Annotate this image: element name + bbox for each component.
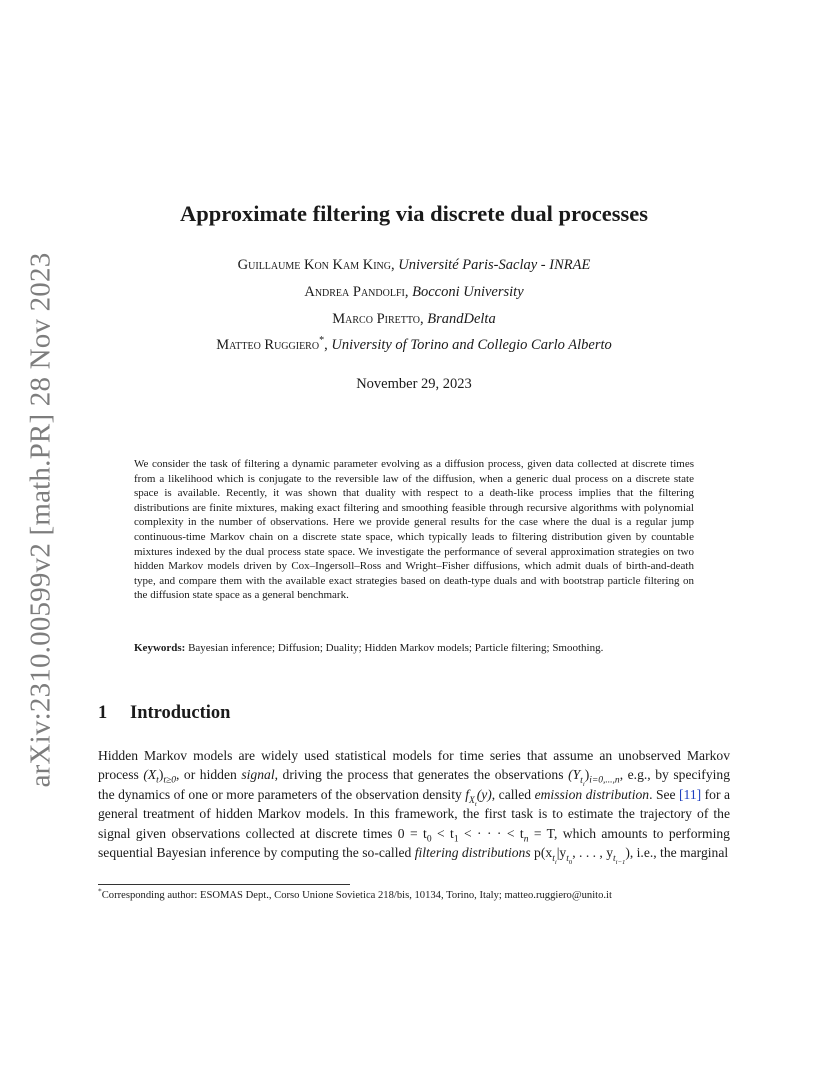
math-run: 0 [568, 858, 573, 866]
footnote-mark: * [98, 886, 102, 896]
math-run: t [156, 775, 159, 786]
citation-link[interactable]: [11] [679, 786, 702, 802]
math-run: 0 [426, 834, 432, 845]
abstract: We consider the task of filtering a dynamic parameter evolving as a diffusion process, given data collected at discrete times from a likelihood which is conjugate to the reversible law of the diffusion, when a generic dual process on a discrete state space is available. Recently, it was shown that duality with respect to a death-like process implies that the filtering distributions are finite mixtures, making exact filtering and smoothing feasible through recursive algorithms with polynomial complexity in the number of observations. Here we provide general results for the case where the dual is a regular jump continuous-time Markov chain on a discrete state space, which typically leads to filtering distribution given by countable mixtures indexed by the dual process state space. We investigate the performance of several approximation strategies on two hidden Markov models driven by Cox–Ingersoll–Ross and Wright–Fisher diffusions, which admit duals of birth-and-death type, and compare them with the available exact strategies based on death-type duals and with bootstrap particle filtering on the diffusion state space as a general benchmark. [134, 458, 694, 602]
footnote [98, 886, 730, 903]
body-text-run: for a general treatment of hidden Markov models. In this framework, the first task is to estimate the trajectory of the signal given observations collected at discrete times 0 = t [98, 786, 730, 841]
emphasis-filtering: filtering distributions [414, 844, 531, 860]
math-run: t [613, 853, 616, 864]
body-text-run: , . . . , y [572, 844, 613, 860]
emphasis-signal: signal [241, 767, 275, 783]
math-run: t [552, 853, 555, 864]
math-run: t [580, 775, 583, 786]
body-text-run: , e.g., by specifying the dynamics of one or more parameters of the observation density [98, 767, 730, 802]
author-line: Marco Piretto, BrandDelta [332, 311, 496, 327]
math-run: ) [158, 767, 164, 783]
corresponding-mark: * [319, 335, 325, 347]
body-text-run: p(x [530, 844, 553, 860]
math-run: (X [143, 767, 157, 783]
author-line: Matteo Ruggiero*, University of Torino and Collegio Carlo Alberto [216, 335, 612, 353]
author-line: Guillaume Kon Kam King, Université Paris-Saclay - INRAE [237, 257, 591, 273]
author-affiliation: Université Paris-Saclay - INRAE [398, 257, 591, 273]
footnote-text: Corresponding author: ESOMAS Dept., Corso Unione Sovietica 218/bis, 10134, Torino, Italy; matteo.ruggiero@unito.it [101, 890, 612, 901]
author-name: Guillaume Kon Kam King [237, 257, 391, 273]
emphasis-emission: emission distribution [534, 786, 650, 802]
body-text-run: Hidden Markov models are widely used statistical models for time series that assume an unobserved Markov process [98, 748, 730, 783]
body-text-run: = T, which amounts to performing sequential Bayesian inference by computing the so-called [98, 825, 730, 860]
body-text-run: , driving the process that generates the observations [274, 767, 569, 783]
math-run: ) [584, 767, 590, 783]
body-text-run: |y [556, 844, 567, 860]
math-run: (y) [476, 786, 492, 802]
math-run: X [469, 795, 475, 806]
author-name: Andrea Pandolfi [304, 284, 405, 300]
math-run: (Y [568, 767, 581, 783]
math-run: t≥0 [163, 775, 176, 786]
body-text-run: . See [649, 786, 680, 802]
math-run: 1 [453, 834, 459, 845]
body-text-run: ), i.e., the marginal [625, 844, 729, 860]
math-run: t [474, 800, 477, 808]
keywords [134, 641, 694, 656]
arxiv-identifier-text: arXiv:2310.00599v2 [math.PR] 28 Nov 2023 [24, 252, 57, 788]
math-run: t [566, 853, 569, 864]
author-name: Marco Piretto [332, 311, 420, 327]
author-affiliation: BrandDelta [427, 311, 496, 327]
body-text-run: , or hidden [175, 767, 242, 783]
body-text-run: , called [491, 786, 535, 802]
keywords-label: Keywords: [134, 642, 186, 654]
math-run: i [582, 780, 585, 788]
math-run: i [554, 858, 557, 866]
math-run: i−1 [615, 858, 626, 866]
math-run: n [523, 834, 529, 845]
body-text-run: < t [431, 825, 454, 841]
paper-title: Approximate filtering via discrete dual processes [179, 201, 649, 226]
section-number: 1 [98, 703, 108, 723]
keywords-list: Bayesian inference; Diffusion; Duality; Hidden Markov models; Particle filtering; Smoothing. [188, 642, 604, 654]
author-line: Andrea Pandolfi, Bocconi University [304, 284, 524, 300]
section-title: Introduction [130, 703, 231, 723]
body-text-run: < · · · < t [458, 825, 524, 841]
math-run: f [465, 786, 470, 802]
footnote-rule [98, 884, 350, 885]
body-paragraph [98, 746, 730, 866]
author-affiliation: Bocconi University [412, 284, 524, 300]
math-run: i=0,...,n [589, 775, 620, 786]
author-affiliation: University of Torino and Collegio Carlo Alberto [331, 337, 612, 353]
paper-date: November 29, 2023 [356, 376, 472, 392]
author-name: Matteo Ruggiero [216, 337, 320, 353]
section-heading [98, 703, 230, 724]
